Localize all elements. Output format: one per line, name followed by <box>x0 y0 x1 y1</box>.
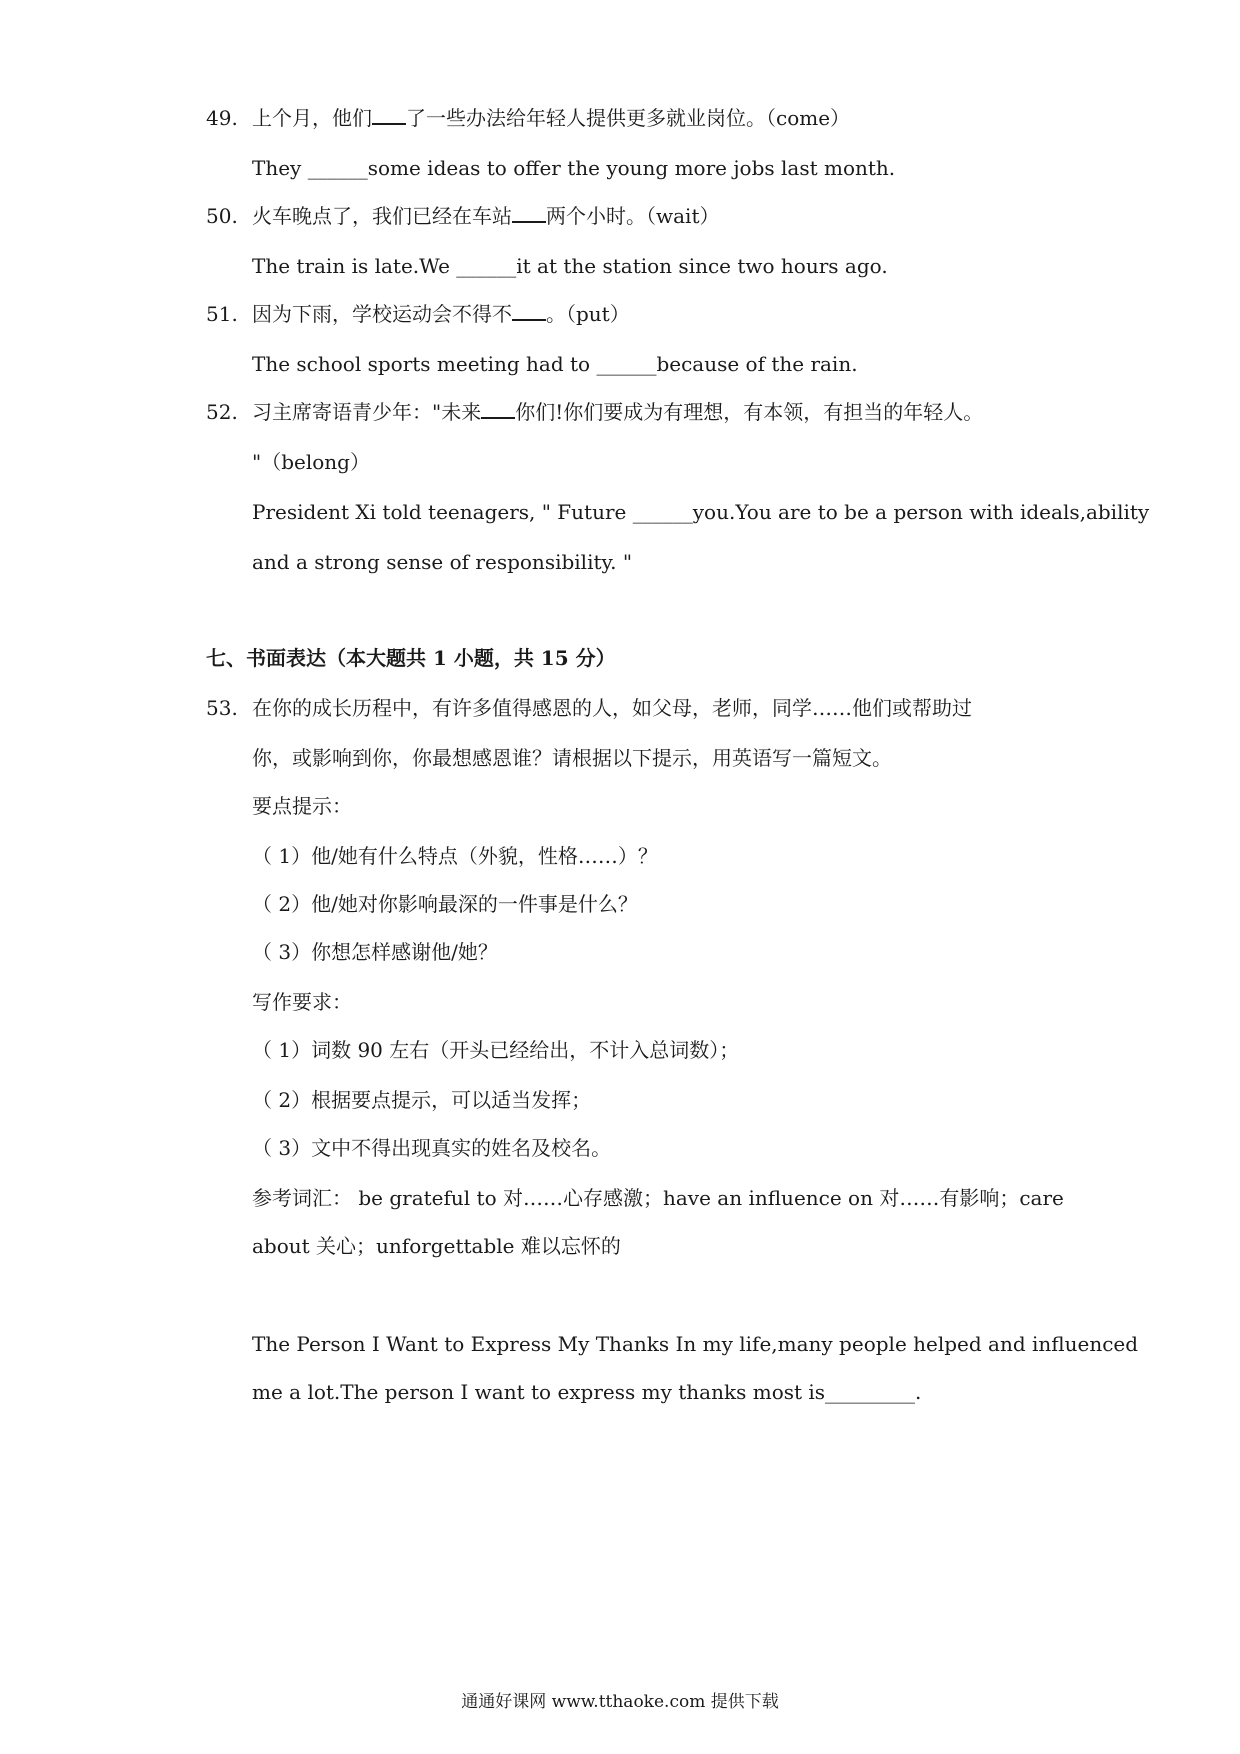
requirement-item: （ 2）根据要点提示，可以适当发挥； <box>252 1088 592 1112</box>
requirement-item: （ 3）文中不得出现真实的姓名及校名。 <box>252 1136 612 1160</box>
essay-opening-line1: The Person I Want to Express My Thanks In my life,many people helped and influenced <box>252 1332 1139 1356</box>
question-52-english-line2: and a strong sense of responsibility. " <box>252 550 633 574</box>
tip-item: （ 2）他/她对你影响最深的一件事是什么？ <box>252 892 638 916</box>
answer-blank[interactable]: ______ <box>456 254 517 278</box>
answer-blank <box>372 105 406 125</box>
question-53-prompt-line2: 你，或影响到你，你最想感恩谁？请根据以下提示，用英语写一篇短文。 <box>252 746 892 770</box>
question-50-english: The train is late.We ______it at the station since two hours ago. <box>252 254 888 278</box>
answer-blank[interactable]: _________ <box>825 1380 916 1404</box>
question-number: 49. <box>206 106 238 130</box>
page-footer: 通通好课网 www.tthaoke.com 提供下载 <box>461 1692 779 1712</box>
answer-blank[interactable]: ______ <box>596 352 657 376</box>
section-heading: 七、书面表达（本大题共 1 小题，共 15 分） <box>206 646 616 670</box>
question-53-prompt-line1: 在你的成长历程中，有许多值得感恩的人，如父母，老师，同学……他们或帮助过 <box>252 696 972 720</box>
tip-item: （ 1）他/她有什么特点（外貌，性格……）？ <box>252 844 658 868</box>
requirements-title: 写作要求： <box>252 990 352 1014</box>
vocabulary-line1: 参考词汇： be grateful to 对……心存感激；have an influence on 对……有影响；care <box>252 1186 1064 1210</box>
question-51-chinese: 因为下雨，学校运动会不得不 。（put） <box>252 302 630 326</box>
tips-title: 要点提示： <box>252 794 352 818</box>
answer-blank[interactable]: ______ <box>632 500 693 524</box>
answer-blank[interactable]: ______ <box>307 156 368 180</box>
tip-item: （ 3）你想怎样感谢他/她？ <box>252 940 498 964</box>
question-50-chinese: 火车晚点了，我们已经在车站 两个小时。（wait） <box>252 204 720 228</box>
requirement-item: （ 1）词数 90 左右（开头已经给出，不计入总词数）； <box>252 1038 740 1062</box>
question-52-chinese-line2: "（belong） <box>252 450 370 474</box>
question-49-english: They ______some ideas to offer the young more jobs last month. <box>252 156 896 180</box>
question-52-chinese: 习主席寄语青少年："未来 你们!你们要成为有理想，有本领，有担当的年轻人。 <box>252 400 984 424</box>
vocabulary-line2: about 关心；unforgettable 难以忘怀的 <box>252 1234 621 1258</box>
answer-blank <box>512 301 546 321</box>
question-number: 50. <box>206 204 238 228</box>
answer-blank <box>481 399 515 419</box>
question-number: 51. <box>206 302 238 326</box>
essay-opening-line2: me a lot.The person I want to express my thanks most is_________. <box>252 1380 922 1404</box>
answer-blank <box>512 203 546 223</box>
question-52-english: President Xi told teenagers, " Future ______you.You are to be a person with ideals,ability <box>252 500 1150 524</box>
question-51-english: The school sports meeting had to ______because of the rain. <box>252 352 858 376</box>
question-number: 53. <box>206 696 238 720</box>
question-number: 52. <box>206 400 238 424</box>
question-49-chinese: 上个月，他们 了一些办法给年轻人提供更多就业岗位。（come） <box>252 106 851 130</box>
